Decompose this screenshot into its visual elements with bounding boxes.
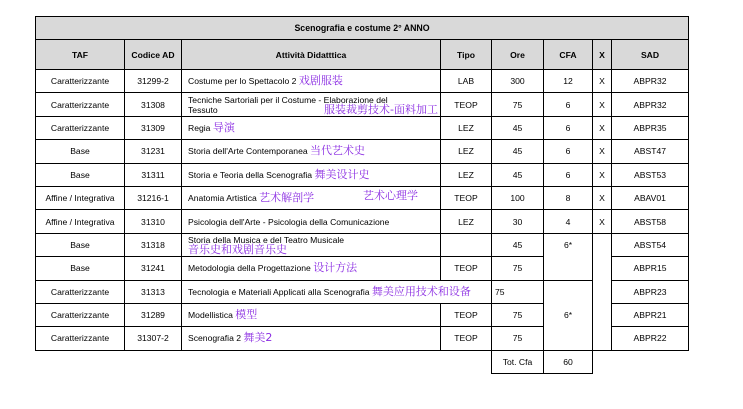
- header-ore: Ore: [492, 40, 544, 70]
- cell-cfa: 8: [544, 186, 593, 209]
- total-value: 60: [544, 350, 593, 373]
- cell-ore: 75: [492, 327, 544, 350]
- header-tipo: Tipo: [441, 40, 492, 70]
- cell-codice: 31311: [125, 163, 182, 186]
- table-row: [36, 93, 689, 116]
- cell-sad: ABST54: [612, 233, 689, 256]
- cell-codice: 31318: [125, 233, 182, 256]
- cell-codice: 31231: [125, 140, 182, 163]
- cell-ore: 100: [492, 186, 544, 209]
- cell-attivita: [182, 163, 441, 186]
- handwritten-note: 舞美设计史: [314, 167, 370, 181]
- cell-taf: Base: [36, 163, 125, 186]
- activity-name: Regia: [188, 122, 211, 133]
- cell-taf: Caratterizzante: [36, 70, 125, 93]
- activity-name: Anatomia Artistica: [188, 193, 257, 204]
- cell-x: X: [593, 70, 612, 93]
- cell-tipo: LAB: [441, 70, 492, 93]
- cell-ore: 45: [492, 233, 544, 256]
- table-title: Scenografia e costume 2° ANNO: [36, 17, 689, 40]
- table-row: [36, 186, 689, 209]
- cell-taf: Affine / Integrativa: [36, 186, 125, 209]
- curriculum-table: [35, 16, 689, 374]
- table-row: [36, 116, 689, 139]
- activity-name: Tecniche Sartoriali per il Costume - Elaborazione del Tessuto: [188, 94, 388, 115]
- cell-x: X: [593, 186, 612, 209]
- cell-x-group: [593, 233, 612, 303]
- handwritten-note-secondary: 艺术心理学: [363, 188, 418, 202]
- cell-codice: 31299-2: [125, 70, 182, 93]
- cell-ore: 300: [492, 70, 544, 93]
- cell-x-group: [593, 303, 612, 350]
- cell-x: X: [593, 116, 612, 139]
- cell-attivita: [182, 303, 441, 326]
- cell-sad: ABPR15: [612, 257, 689, 280]
- cell-sad: ABST58: [612, 210, 689, 233]
- activity-name: Storia della Musica e del Teatro Musicale: [188, 234, 345, 245]
- cell-x: X: [593, 93, 612, 116]
- total-spacer: [36, 350, 492, 373]
- cell-taf: Caratterizzante: [36, 93, 125, 116]
- table-row: [36, 163, 689, 186]
- cell-sad: ABPR21: [612, 303, 689, 326]
- cell-cfa-group: 6*: [544, 233, 593, 280]
- cell-ore: 45: [492, 116, 544, 139]
- header-cfa: CFA: [544, 40, 593, 70]
- cell-taf: Base: [36, 257, 125, 280]
- cell-taf: Base: [36, 233, 125, 256]
- cell-cfa: 4: [544, 210, 593, 233]
- cell-attivita: [182, 140, 441, 163]
- cell-attivita: [182, 327, 441, 350]
- cell-attivita: [182, 257, 441, 280]
- cell-sad: ABST47: [612, 140, 689, 163]
- table-row: [36, 140, 689, 163]
- cell-tipo: LEZ: [441, 210, 492, 233]
- activity-name: Tecnologia e Materiali Applicati alla Scenografia: [188, 286, 370, 297]
- cell-attivita: [182, 93, 441, 116]
- cell-codice: 31241: [125, 257, 182, 280]
- activity-name: Modellistica: [188, 310, 233, 321]
- cell-taf: Base: [36, 140, 125, 163]
- cell-cfa: 6: [544, 140, 593, 163]
- cell-ore: 45: [492, 163, 544, 186]
- handwritten-note: 音乐史和戏剧音乐史: [188, 242, 287, 256]
- cell-tipo: [441, 233, 492, 256]
- handwritten-note: 模型: [235, 308, 258, 322]
- table-row: [36, 70, 689, 93]
- table-row: [36, 233, 689, 256]
- cell-taf: Caratterizzante: [36, 303, 125, 326]
- header-codice: Codice AD: [125, 40, 182, 70]
- cell-attivita: [182, 186, 441, 209]
- cell-tipo: TEOP: [441, 93, 492, 116]
- cell-attivita: [182, 70, 441, 93]
- cell-tipo: LEZ: [441, 163, 492, 186]
- cell-ore: 75: [492, 280, 544, 303]
- cell-sad: ABPR35: [612, 116, 689, 139]
- cell-sad: ABAV01: [612, 186, 689, 209]
- cell-ore: 75: [492, 303, 544, 326]
- cell-cfa: 12: [544, 70, 593, 93]
- cell-cfa: 6: [544, 116, 593, 139]
- cell-x: X: [593, 210, 612, 233]
- cell-codice: 31307-2: [125, 327, 182, 350]
- cell-attivita: [182, 210, 441, 233]
- handwritten-note: 导演: [212, 120, 235, 134]
- header-x: X: [593, 40, 612, 70]
- cell-tipo: TEOP: [441, 303, 492, 326]
- cell-codice: 31289: [125, 303, 182, 326]
- cell-cfa: 6: [544, 163, 593, 186]
- cell-taf: Caratterizzante: [36, 327, 125, 350]
- cell-tipo: LEZ: [441, 116, 492, 139]
- cell-codice: 31313: [125, 280, 182, 303]
- cell-tipo: TEOP: [441, 327, 492, 350]
- cell-taf: Caratterizzante: [36, 116, 125, 139]
- cell-tipo: TEOP: [441, 257, 492, 280]
- cell-ore: 75: [492, 257, 544, 280]
- activity-name: Storia dell'Arte Contemporanea: [188, 146, 308, 157]
- cell-taf: Affine / Integrativa: [36, 210, 125, 233]
- cell-x: X: [593, 140, 612, 163]
- cell-sad: ABPR22: [612, 327, 689, 350]
- handwritten-note: 艺术解剖学: [259, 191, 315, 205]
- cell-codice: 31308: [125, 93, 182, 116]
- handwritten-note: 舞美应用技术和设备: [371, 284, 471, 298]
- cell-cfa: 6: [544, 93, 593, 116]
- handwritten-note: 设计方法: [313, 261, 358, 275]
- activity-name: Costume per lo Spettacolo 2: [188, 76, 297, 87]
- handwritten-note: 当代艺术史: [310, 144, 366, 158]
- cell-sad: ABPR32: [612, 70, 689, 93]
- header-sad: SAD: [612, 40, 689, 70]
- cell-tipo: LEZ: [441, 140, 492, 163]
- handwritten-note: 舞美2: [243, 331, 273, 345]
- handwritten-note: 戏剧服装: [298, 74, 343, 88]
- cell-cfa-group: 6*: [544, 280, 593, 350]
- cell-codice: 31216-1: [125, 186, 182, 209]
- total-row: [36, 350, 689, 373]
- handwritten-note: 服装裁剪技术-面料加工: [324, 102, 438, 116]
- table-row: [36, 210, 689, 233]
- activity-name: Storia e Teoria della Scenografia: [188, 169, 313, 180]
- total-spacer-right: [593, 350, 689, 373]
- cell-ore: 45: [492, 140, 544, 163]
- cell-codice: 31309: [125, 116, 182, 139]
- curriculum-table-wrapper: [35, 16, 688, 374]
- activity-name: Metodologia della Progettazione: [188, 263, 311, 274]
- cell-sad: ABST53: [612, 163, 689, 186]
- header-taf: TAF: [36, 40, 125, 70]
- cell-x: X: [593, 163, 612, 186]
- activity-name: Scenografia 2: [188, 333, 242, 344]
- cell-sad: ABPR23: [612, 280, 689, 303]
- cell-taf: Caratterizzante: [36, 280, 125, 303]
- total-label: Tot. Cfa: [492, 350, 544, 373]
- cell-tipo: TEOP: [441, 186, 492, 209]
- cell-codice: 31310: [125, 210, 182, 233]
- table-row: [36, 280, 689, 303]
- cell-ore: 75: [492, 93, 544, 116]
- cell-attivita: [182, 233, 441, 256]
- cell-sad: ABPR32: [612, 93, 689, 116]
- cell-attivita: [182, 116, 441, 139]
- cell-attivita: [182, 280, 492, 303]
- cell-ore: 30: [492, 210, 544, 233]
- header-attivita: Attività Didatttica: [182, 40, 441, 70]
- activity-name: Psicologia dell'Arte - Psicologia della Comunicazione: [188, 216, 390, 227]
- header-row: [36, 40, 689, 70]
